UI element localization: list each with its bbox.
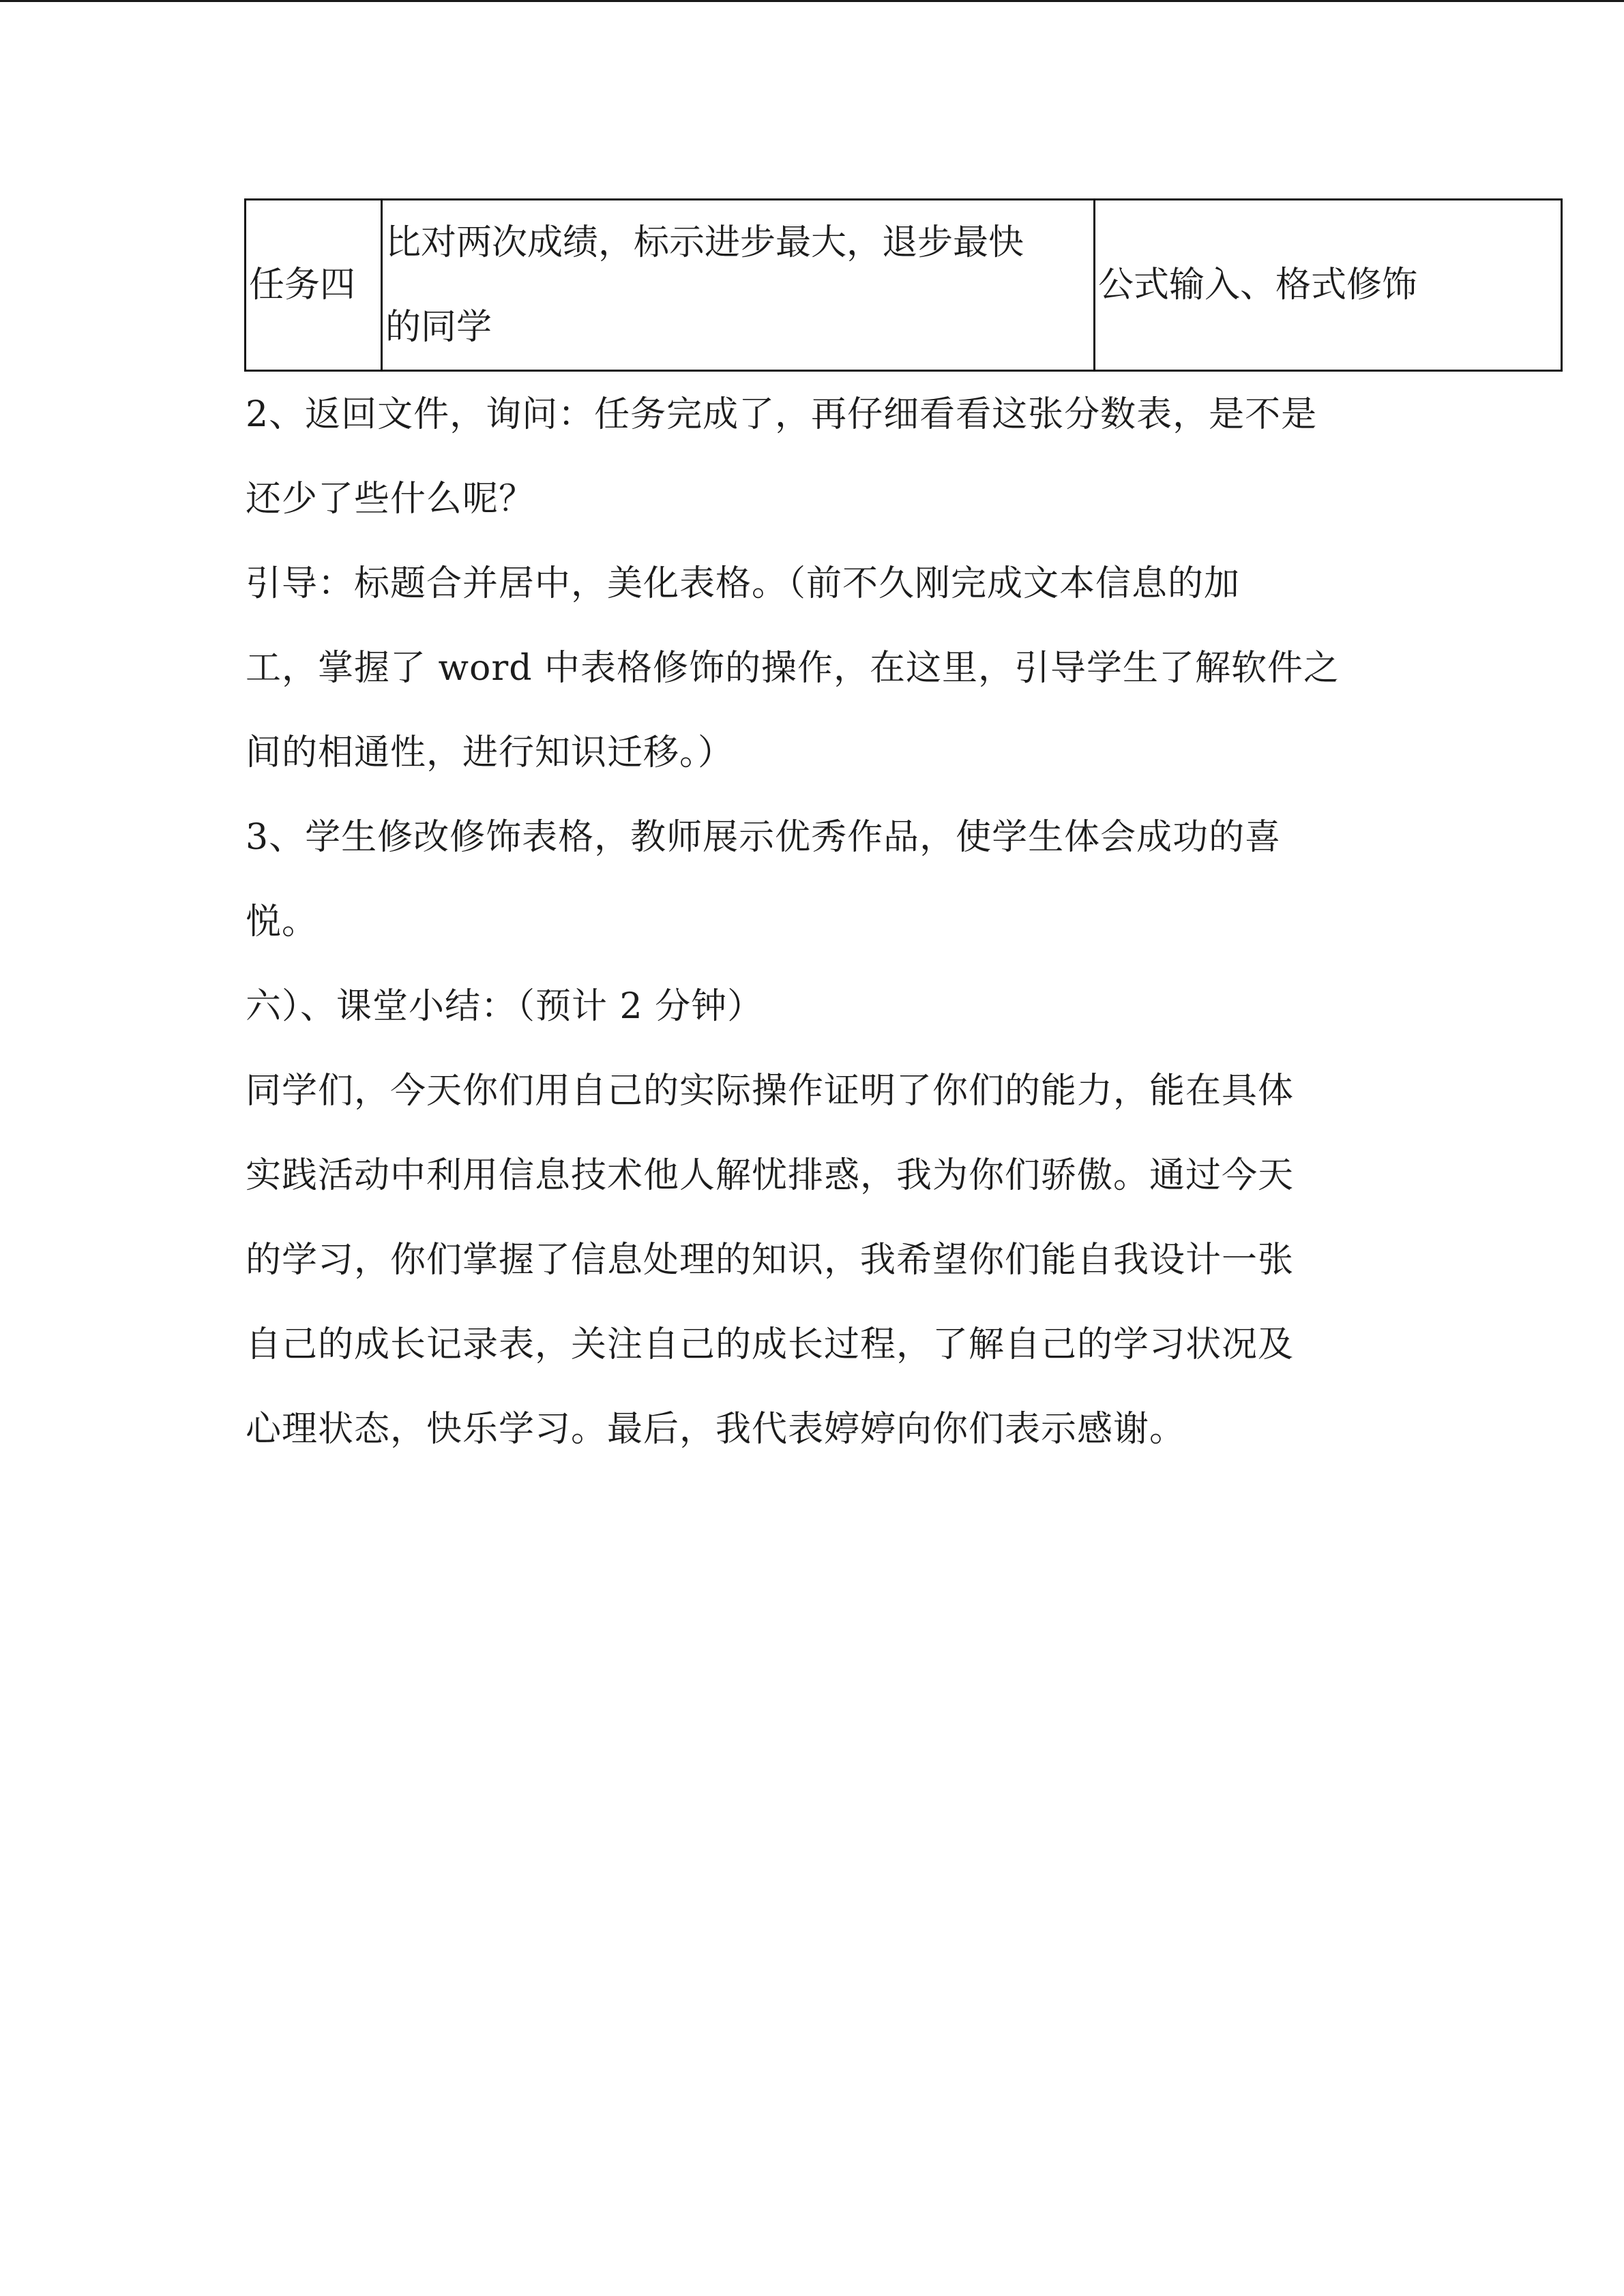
text-line: 还少了些什么呢？ bbox=[246, 479, 535, 520]
text-line: 引导：标题合并居中，美化表格。（前不久刚完成文本信息的加 bbox=[246, 563, 1241, 604]
text-line: 自己的成长记录表，关注自己的成长过程，了解自己的学习状况及 bbox=[246, 1324, 1295, 1365]
text-line: 工，掌握了 word 中表格修饰的操作，在这里，引导学生了解软件之 bbox=[246, 648, 1340, 689]
text-line: 同学们，今天你们用自己的实际操作证明了你们的能力，能在具体 bbox=[246, 1071, 1295, 1112]
text-line: 实践活动中利用信息技术他人解忧排惑，我为你们骄傲。通过今天 bbox=[246, 1155, 1295, 1196]
task-description-line: 比对两次成绩，标示进步最大，退步最快 bbox=[385, 222, 1024, 263]
section-heading: 六）、课堂小结：（预计 2 分钟） bbox=[246, 986, 764, 1027]
text-line: 2、返回文件，询问：任务完成了，再仔细看看这张分数表，是不是 bbox=[246, 394, 1318, 435]
task-description-line: 的同学 bbox=[385, 307, 492, 348]
table-row bbox=[246, 200, 1562, 371]
body-text bbox=[246, 372, 1378, 1472]
text-line: 3、学生修改修饰表格，教师展示优秀作品，使学生体会成功的喜 bbox=[246, 817, 1282, 858]
task-description-cell bbox=[382, 200, 1095, 371]
text-line: 心理状态，快乐学习。最后，我代表婷婷向你们表示感谢。 bbox=[246, 1409, 1186, 1450]
task-table bbox=[244, 198, 1563, 372]
text-line: 间的相通性，进行知识迁移。） bbox=[246, 732, 735, 773]
text-line: 的学习，你们掌握了信息处理的知识，我希望你们能自我设计一张 bbox=[246, 1240, 1295, 1281]
task-name-cell: 任务四 bbox=[246, 200, 382, 371]
task-skills-cell: 公式输入、格式修饰 bbox=[1095, 200, 1562, 371]
text-line: 悦。 bbox=[246, 901, 319, 942]
